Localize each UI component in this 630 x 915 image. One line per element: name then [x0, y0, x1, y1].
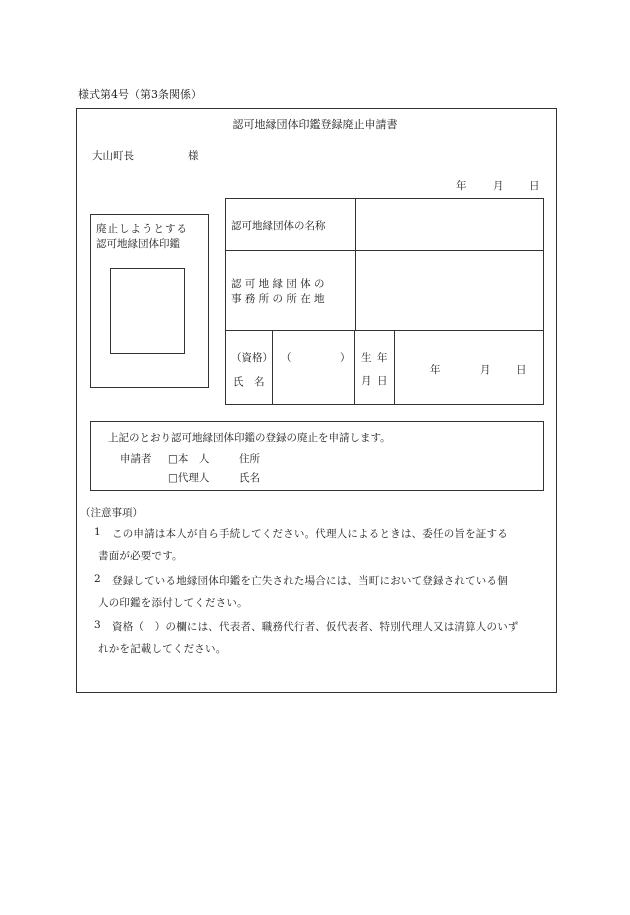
- address-label-line1: 認 可 地 縁 団 体 の: [231, 278, 325, 290]
- declaration-text: 上記のとおり認可地縁団体印鑑の登録の廃止を申請します。: [108, 432, 391, 444]
- birth-label-nen: 年: [377, 352, 388, 364]
- qualification-paren-close: ）: [340, 352, 351, 364]
- applicant-label: 申請者: [120, 453, 152, 465]
- recipient-honorific: 様: [188, 150, 199, 162]
- date-month-label: 月: [493, 180, 504, 192]
- note-3-line2: れかを記載してください。: [98, 643, 227, 655]
- address-label-line2: 事 務 所 の 所 在 地: [231, 293, 325, 305]
- qualification-name-field[interactable]: [274, 332, 353, 404]
- birth-day-label: 日: [516, 364, 527, 376]
- birth-label-tsuki: 月: [361, 375, 372, 387]
- note-1-line2: 書面が必要です。: [98, 550, 183, 562]
- applicant-name-label: 氏名: [239, 472, 260, 484]
- date-day-label: 日: [529, 180, 540, 192]
- seal-stamp-area[interactable]: [110, 268, 185, 354]
- form-number: 様式第4号（第3条関係）: [78, 88, 202, 101]
- note-2-line2: 人の印鑑を添付してください。: [98, 597, 248, 609]
- qualification-label: （資格）: [231, 352, 273, 364]
- birth-label-sei: 生: [361, 352, 372, 364]
- applicant-address-label: 住所: [239, 453, 260, 465]
- note-2-line1: 登録している地縁団体印鑑を亡失された場合には、当町において登録されている個: [112, 575, 508, 587]
- note-1-number: 1: [94, 526, 101, 538]
- note-2-number: 2: [94, 573, 101, 585]
- applicant-agent-checkbox[interactable]: □代理人: [168, 472, 210, 484]
- note-3-line1: 資格（ ）の欄には、代表者、職務代行者、仮代表者、特別代理人又は清算人のいず: [112, 621, 519, 633]
- form-title: 認可地縁団体印鑑登録廃止申請書: [232, 118, 398, 131]
- representative-name-label: 氏 名: [233, 376, 265, 388]
- seal-label-line2: 認可地縁団体印鑑: [96, 238, 180, 250]
- birth-label-hi: 日: [377, 375, 388, 387]
- group-name-label: 認可地縁団体の名称: [231, 220, 326, 232]
- group-name-field[interactable]: [357, 200, 542, 249]
- birthdate-field[interactable]: [396, 332, 542, 404]
- applicant-self-checkbox[interactable]: □本 人: [168, 453, 210, 465]
- birth-year-label: 年: [430, 364, 441, 376]
- qualification-paren-open: （: [281, 352, 292, 364]
- seal-label-line1: 廃止しようとする: [96, 223, 188, 235]
- recipient-name: 大山町長: [92, 150, 134, 162]
- date-year-label: 年: [456, 180, 467, 192]
- birth-month-label: 月: [480, 364, 491, 376]
- notes-heading: （注意事項）: [80, 507, 143, 519]
- address-field[interactable]: [357, 252, 542, 329]
- note-1-line1: この申請は本人が自ら手続してください。代理人によるときは、委任の旨を証する: [112, 528, 508, 540]
- note-3-number: 3: [94, 619, 101, 631]
